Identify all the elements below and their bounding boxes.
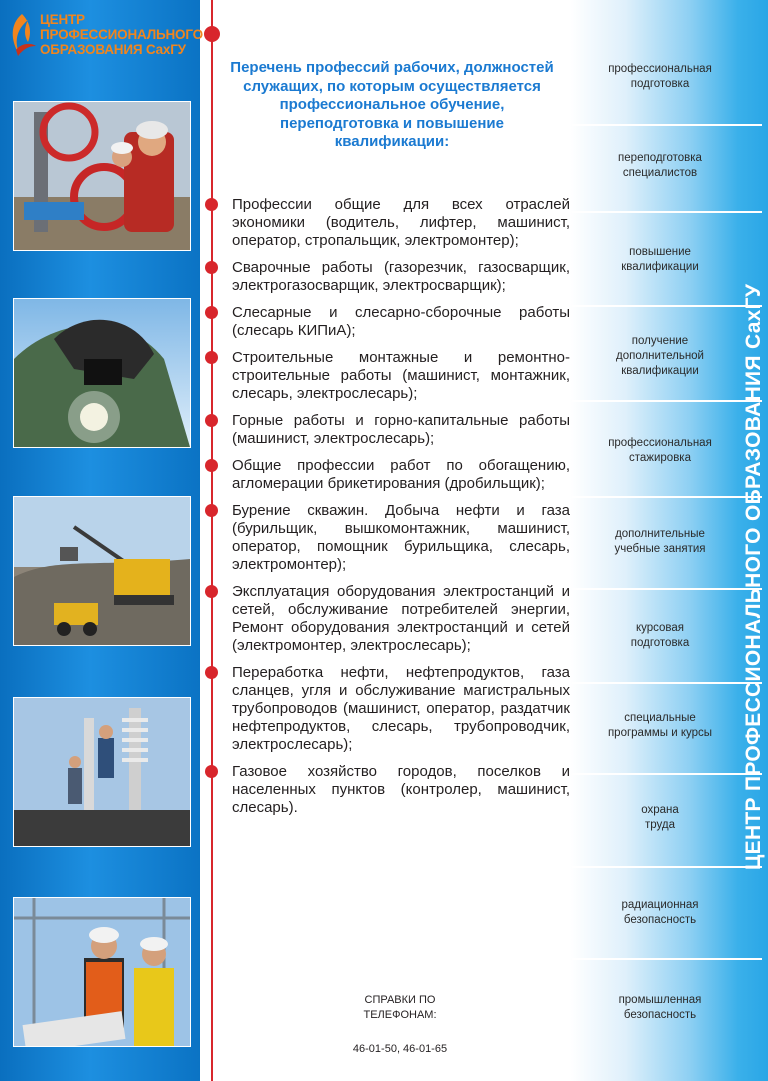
contacts-line-1: СПРАВКИ ПО <box>364 994 436 1006</box>
service-line-2: учебные занятия <box>614 543 706 555</box>
service-item <box>572 711 748 741</box>
service-item <box>572 151 748 181</box>
service-line-3: квалификации <box>621 365 699 377</box>
service-item <box>572 527 748 557</box>
logo-line-3: ОБРАЗОВАНИЯ СахГУ <box>40 42 186 57</box>
divider <box>572 496 762 498</box>
service-line-2: дополнительной <box>616 350 704 362</box>
professions-list <box>232 196 570 826</box>
service-line-2: безопасность <box>623 1009 697 1021</box>
logo-line-2: ПРОФЕССИОНАЛЬНОГО <box>40 27 203 42</box>
service-line-1: радиационная <box>621 899 699 911</box>
page-title: Перечень профессий рабочих, должностей служащих, по которым осуществляется профессиональное обучение, переподготовка и повышение квалификации: <box>230 59 554 150</box>
logo-line-1: ЦЕНТР <box>40 12 85 27</box>
left-column <box>0 0 203 1081</box>
mining-excavator-photo <box>13 496 191 646</box>
welder-photo <box>13 298 191 448</box>
divider <box>572 682 762 684</box>
service-line-2: подготовка <box>630 637 690 649</box>
red-dot-marker <box>204 26 220 42</box>
divider <box>572 588 762 590</box>
service-item <box>572 436 748 466</box>
contacts-label <box>300 993 500 1023</box>
red-divider-line <box>211 0 213 1081</box>
divider <box>572 400 762 402</box>
divider <box>572 866 762 868</box>
list-item: Сварочные работы (газорезчик, газосварщик, электрогазосварщик, электросварщик); <box>232 259 570 294</box>
service-line-2: труда <box>644 819 675 831</box>
logo <box>6 8 203 68</box>
divider <box>572 305 762 307</box>
divider <box>572 211 762 213</box>
list-item: Переработка нефти, нефтепродуктов, газа сланцев, угля и обслуживание магистральных трубопроводов (машинист, оператор, раздатчик нефтепродуктов, слесарь, трубопроводчик, электрослесарь); <box>232 664 570 753</box>
service-item <box>572 621 748 651</box>
flame-swirl-logo-icon <box>6 10 38 60</box>
service-line-2: подготовка <box>630 78 690 90</box>
construction-engineers-photo <box>13 897 191 1047</box>
divider <box>572 958 762 960</box>
list-item: Горные работы и горно-капитальные работы (машинист, электрослесарь); <box>232 412 570 447</box>
electrical-substation-workers-photo <box>13 697 191 847</box>
list-item: Газовое хозяйство городов, поселков и населенных пунктов (контролер, машинист, слесарь). <box>232 763 570 816</box>
service-item <box>572 993 748 1023</box>
phone-numbers: 46-01-50, 46-01-65 <box>352 1043 448 1055</box>
service-line-1: переподготовка <box>618 152 702 164</box>
logo-text <box>40 12 203 57</box>
service-line-2: квалификации <box>621 261 699 273</box>
service-item <box>572 334 748 379</box>
service-line-1: профессиональная <box>608 437 712 449</box>
list-item: Эксплуатация оборудования электростанций и сетей, обслуживание потребителей энергии, Ремонт оборудования электростанций и сетей (электромонтер, электрослесарь); <box>232 583 570 654</box>
service-line-1: повышение <box>629 246 691 258</box>
list-item: Бурение скважин. Добыча нефти и газа (бурильщик, вышкомонтажник, машинист, оператор, помощник бурильщика, слесарь, электромонтер); <box>232 502 570 573</box>
service-line-1: профессиональная <box>608 63 712 75</box>
contacts-line-2: ТЕЛЕФОНАМ: <box>363 1009 437 1021</box>
divider <box>572 773 762 775</box>
list-item: Общие профессии работ по обогащению, агломерации брикетирования (дробильщик); <box>232 457 570 492</box>
service-line-1: промышленная <box>618 994 702 1006</box>
divider <box>572 124 762 126</box>
service-item <box>572 62 748 92</box>
service-line-2: специалистов <box>622 167 698 179</box>
service-line-2: программы и курсы <box>607 727 713 739</box>
service-item <box>572 803 748 833</box>
service-line-2: безопасность <box>623 914 697 926</box>
list-item: Слесарные и слесарно-сборочные работы (слесарь КИПиА); <box>232 304 570 339</box>
service-line-1: специальные <box>624 712 696 724</box>
service-item <box>572 898 748 928</box>
list-item: Строительные монтажные и ремонтно-строительные работы (машинист, монтажник, слесарь, электрослесарь); <box>232 349 570 402</box>
service-line-2: стажировка <box>629 452 691 464</box>
vertical-title: ЦЕНТР ПРОФЕССИОНАЛЬНОГО ОБРАЗОВАНИЯ СахГУ <box>742 283 765 870</box>
service-item <box>572 245 748 275</box>
service-line-1: получение <box>631 335 689 347</box>
service-line-1: дополнительные <box>615 528 705 540</box>
service-line-1: охрана <box>641 804 679 816</box>
oil-valve-workers-photo <box>13 101 191 251</box>
list-item: Профессии общие для всех отраслей экономики (водитель, лифтер, машинист, оператор, стропальщик, электромонтер); <box>232 196 570 249</box>
service-line-1: курсовая <box>635 622 685 634</box>
